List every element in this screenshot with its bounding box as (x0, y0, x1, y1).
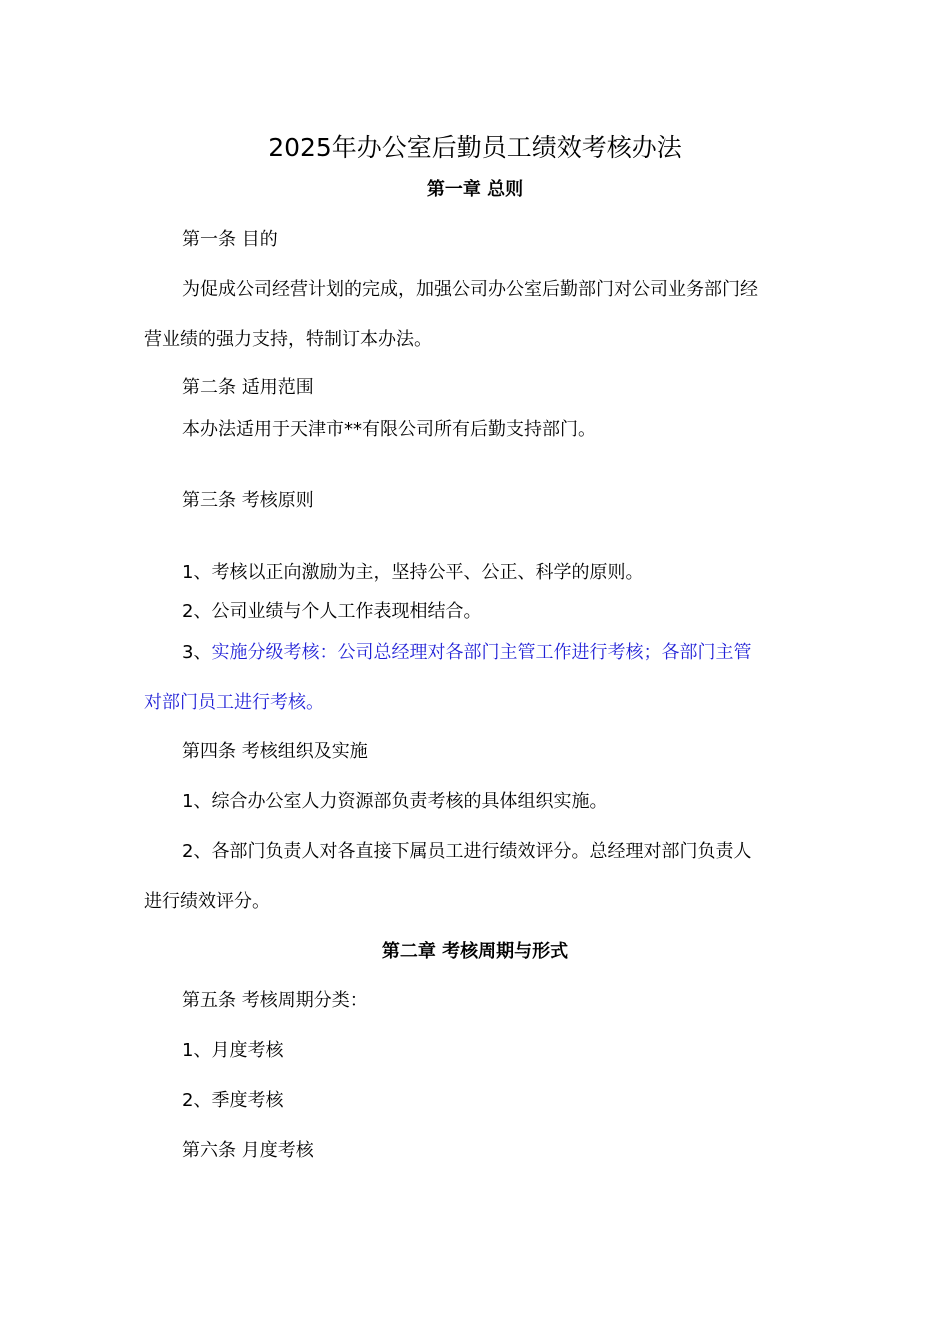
article-6-heading: 第六条 月度考核 (182, 1140, 314, 1161)
chapter-2-heading: 第二章 考核周期与形式 (381, 941, 569, 962)
article-2-body: 本办法适用于天津市**有限公司所有后勤支持部门。 (182, 419, 596, 440)
document-title: 2025年办公室后勤员工绩效考核办法 (268, 133, 682, 162)
article-3-item-2: 2、公司业绩与个人工作表现相结合。 (182, 601, 482, 622)
article-4-item-2-line-2: 进行绩效评分。 (144, 891, 270, 912)
article-4-heading: 第四条 考核组织及实施 (182, 741, 368, 762)
article-5-item-1: 1、月度考核 (182, 1040, 284, 1061)
article-3-item-1: 1、考核以正向激励为主，坚持公平、公正、科学的原则。 (182, 562, 644, 583)
article-1-body-line-2: 营业绩的强力支持，特制订本办法。 (144, 329, 432, 350)
article-1-body-line-1: 为促成公司经营计划的完成，加强公司办公室后勤部门对公司业务部门经 (182, 279, 758, 300)
article-3-heading: 第三条 考核原则 (182, 490, 314, 511)
article-2-heading: 第二条 适用范围 (182, 377, 314, 398)
article-1-heading: 第一条 目的 (182, 229, 278, 250)
article-5-item-2: 2、季度考核 (182, 1090, 284, 1111)
article-3-item-3-prefix: 3、 (182, 642, 212, 663)
article-3-item-3-line-2: 对部门员工进行考核。 (144, 692, 324, 713)
article-5-heading: 第五条 考核周期分类： (182, 990, 368, 1011)
article-3-item-3-highlight: 实施分级考核：公司总经理对各部门主管工作进行考核；各部门主管 (211, 642, 752, 663)
article-4-item-1: 1、综合办公室人力资源部负责考核的具体组织实施。 (182, 791, 608, 812)
article-3-item-3-line-1 (182, 641, 751, 665)
article-4-item-2-line-1: 2、各部门负责人对各直接下属员工进行绩效评分。总经理对部门负责人 (182, 841, 752, 862)
chapter-1-heading: 第一章 总则 (426, 179, 524, 200)
